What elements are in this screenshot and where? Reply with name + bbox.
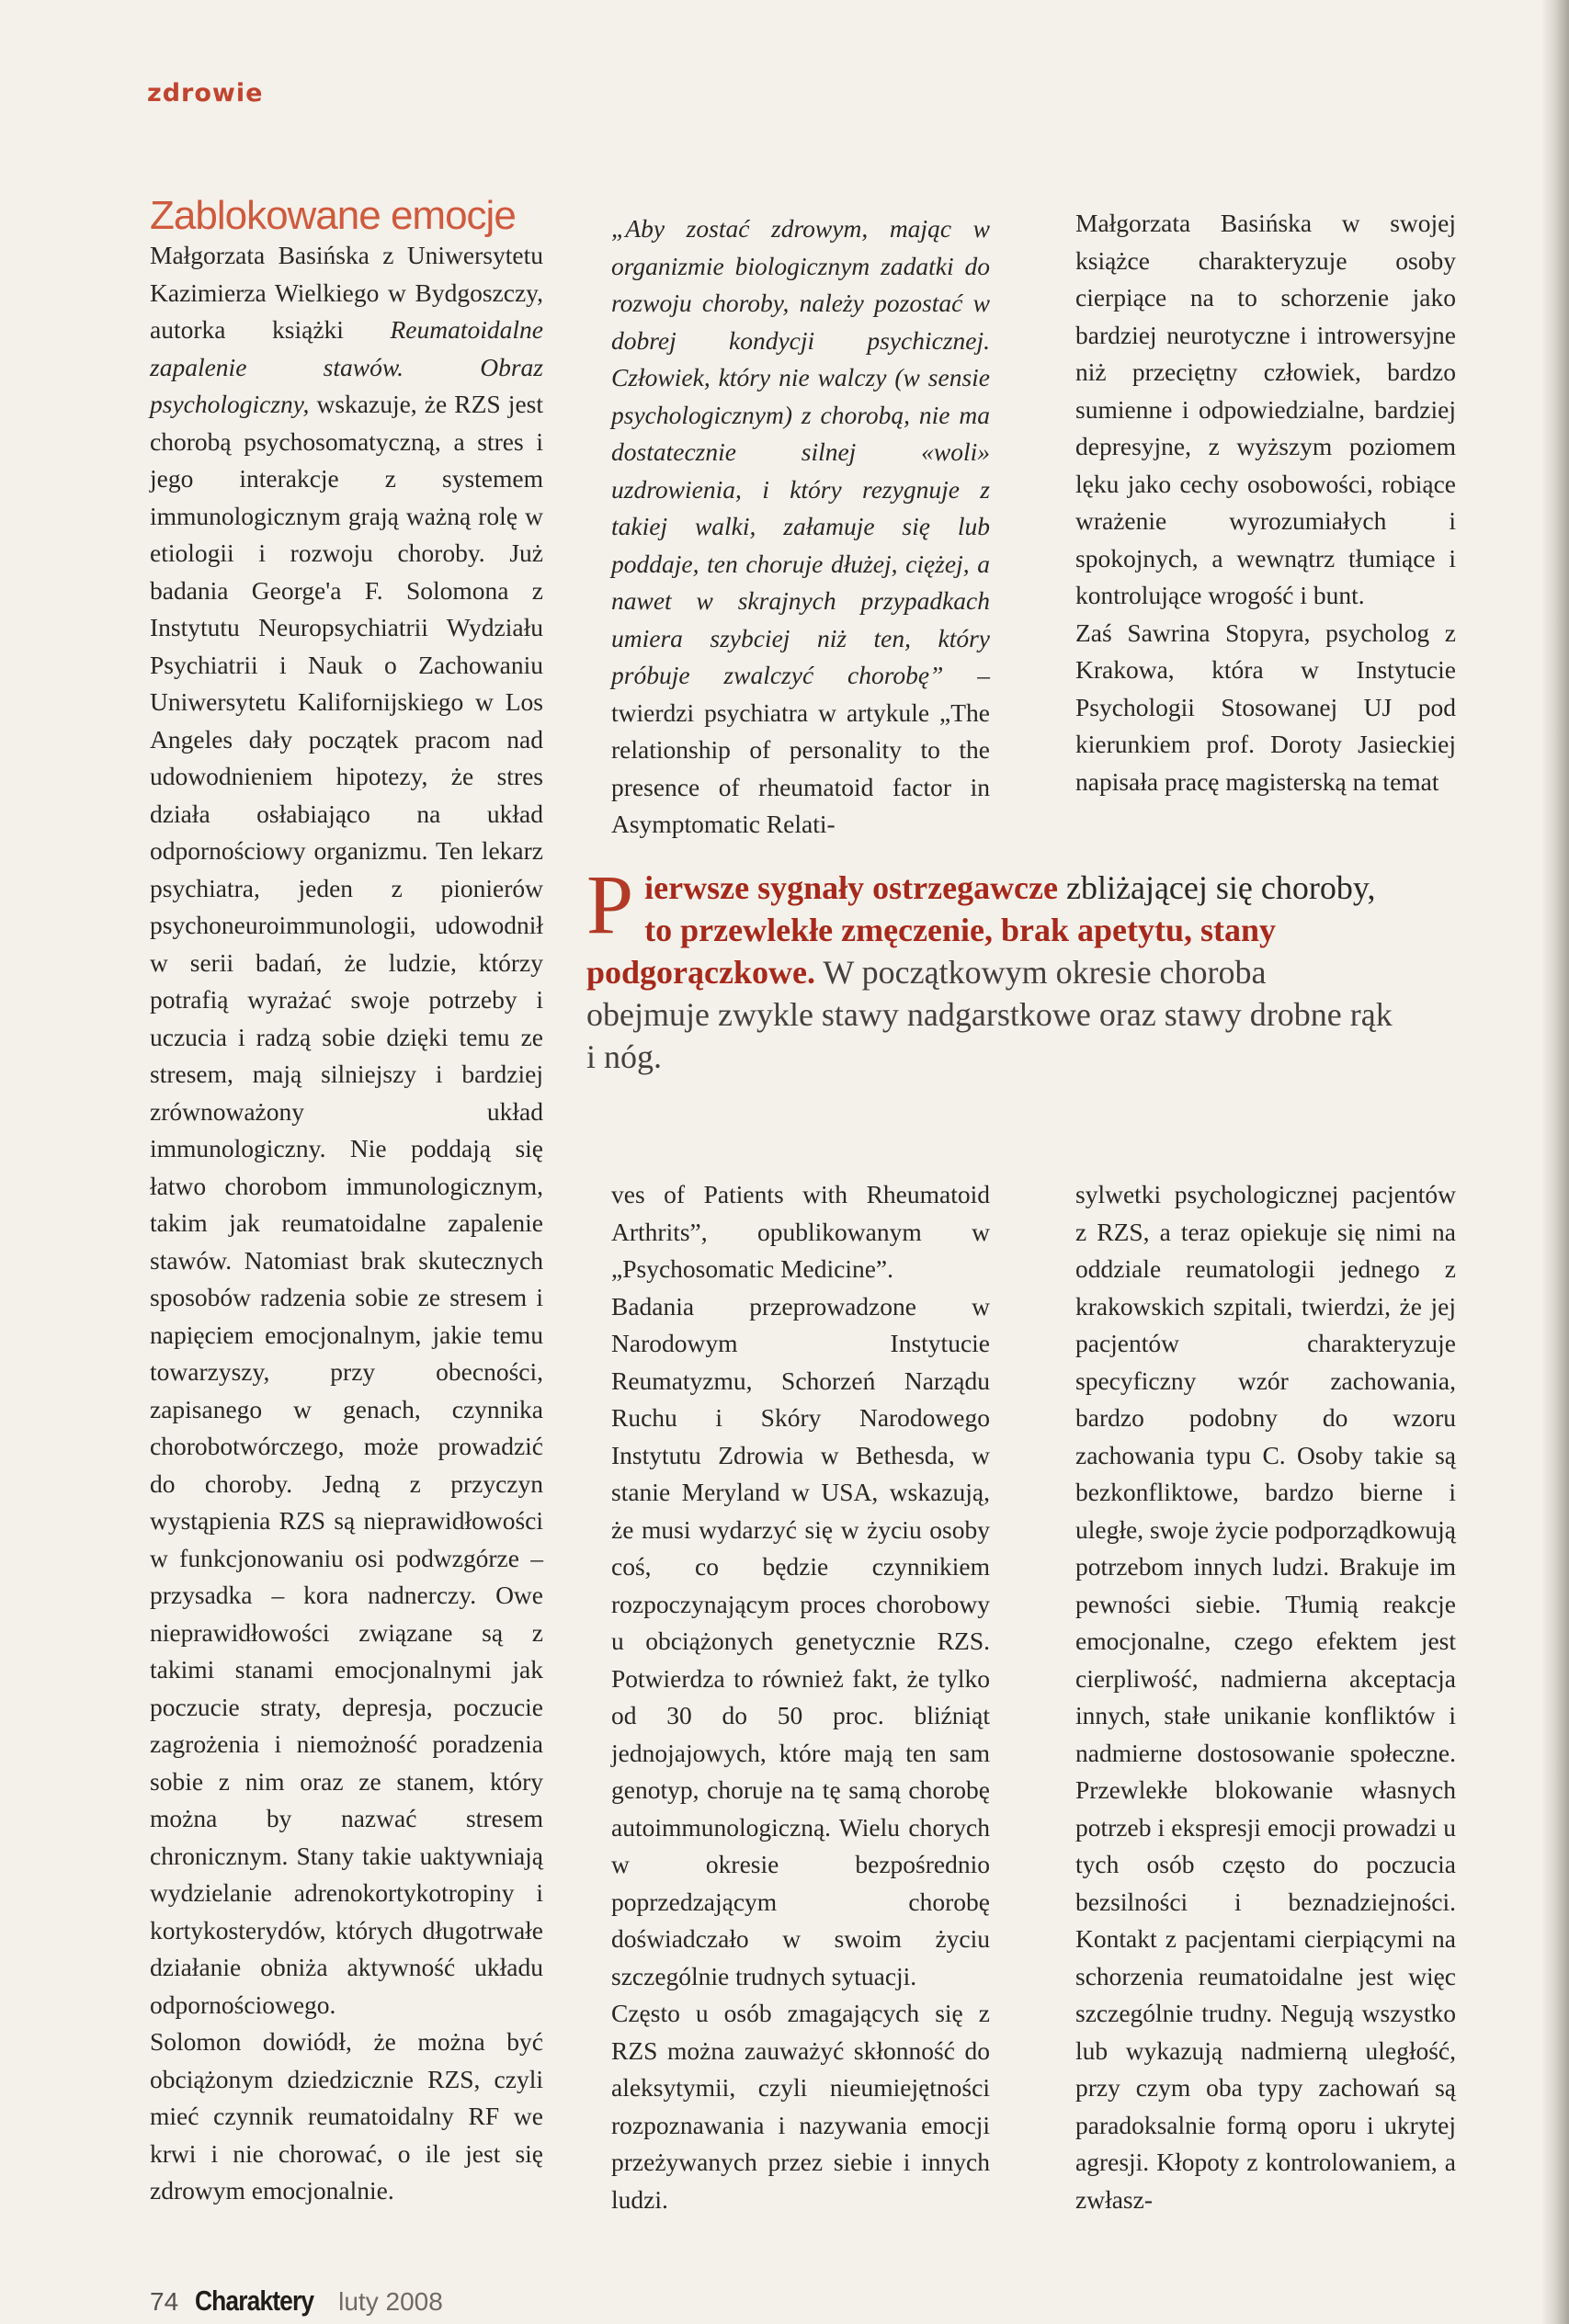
paragraph: Solomon dowiódł, że można być obciążonym dziedzicznie RZS, czyli mieć czynnik reumatoidalny RF we krwi i nie chorować, o ile jest się zdrowym emocjonalnie.: [150, 2027, 543, 2205]
text-span: – twierdzi psychiatra w artykule „The relationship of personality to the presence of rheumatoid factor in Asymptomatic Relati-: [611, 661, 990, 838]
column-1: [150, 193, 543, 2210]
paragraph: Często u osób zmagających się z RZS można zauważyć skłonność do aleksytymii, czyli nieumiejętności rozpoznawania i nazywania emocji przeżywanych przez siebie i innych ludzi.: [611, 1999, 990, 2214]
section-label: zdrowie: [147, 79, 264, 108]
pull-quote: [586, 857, 1395, 1078]
text-span: wskazuje, że RZS jest chorobą psychosomatyczną, a stres i jego interakcje z systemem immunologicznym grają ważną rolę w etiologii i rozwoju choroby. Już badania George'a F. Solomona z Instytutu Neuropsychiatrii Wydziału Psychiatrii i Nauk o Zachowaniu Uniwersytetu Kalifornijskiego w Los Angeles dały początek pracom nad udowodnieniem hipotezy, że stres działa osłabiająco na układ odpornościowy organizmu. Ten lekarz psychiatra, jeden z pionierów psychoneuroimmunologii, udowodnił w serii badań, że ludzie, którzy potrafią wyrażać swoje potrzeby i uczucia i radzą sobie dzięki temu ze stresem, mają silniejszy i bardziej zrównoważony układ immunologiczny. Nie poddają się łatwo chorobom immunologicznym, takim jak reumatoidalne zapalenie stawów. Natomiast brak skutecznych sposobów radzenia sobie ze stresem i napięciem emocjonalnym, jakie temu towarzyszy, przy obecności, zapisanego w genach, czynnika chorobotwórczego, może prowadzić do choroby. Jedną z przyczyn wystąpienia RZS są nieprawidłowości w funkcjonowaniu osi podwzgórze – przysadka – kora nadnerczy. Owe nieprawidłowości związane są z takimi stanami emocjonalnymi jak poczucie straty, depresja, poczucie zagrożenia i niemożność poradzenia sobie z nim oraz ze stanem, który można by nazwać stresem chronicznym. Stany takie uaktywniają wydzielanie adrenokortykotropiny i kortykosterydów, których długotrwałe działanie obniża aktywność układu odpornościowego.: [150, 390, 543, 2019]
magazine-logo: Charaktery: [195, 2284, 314, 2317]
column-2-bottom: [611, 1176, 990, 2218]
paragraph: Małgorzata Basińska w swojej książce charakteryzuje osoby cierpiące na to schorzenie jako bardziej neurotyczne i introwersyjne niż przeciętny człowiek, bardzo sumienne i odpowiedzialne, bardziej depresyjne, z wyższym poziomem lęku jako cechy osobowości, robiące wrażenie wyrozumiałych i spokojnych, a wewnątrz tłumiące i kontrolujące wrogość i bunt.: [1075, 209, 1456, 609]
page-number: 74: [150, 2287, 179, 2316]
column-3-top: [1075, 205, 1456, 800]
issue-date: luty 2008: [338, 2287, 443, 2316]
paragraph: ves of Patients with Rheumatoid Arthrits”, opublikowanym w „Psychosomatic Medicine”.: [611, 1180, 990, 1283]
book-title: Reumatoidalne zapalenie stawów. Obraz psychologiczny,: [150, 315, 543, 418]
pull-quote-highlight: to przewlekłe zmęczenie, brak apetytu, stany podgorączkowe.: [586, 912, 1277, 991]
quote: „Aby zostać zdrowym, mając w organizmie biologicznym zadatki do rozwoju choroby, należy pozostać w dobrej kondycji psychicznej. Człowiek, który nie walczy (w sensie psychologicznym) z chorobą, nie ma dostatecznie silnej «woli» uzdrowienia, i który rezygnuje z takiej walki, załamuje się lub poddaje, ten choruje dłużej, ciężej, a nawet w skrajnych przypadkach umiera szybciej niż ten, który próbuje zwalczyć chorobę”: [611, 214, 990, 689]
text-span: Małgorzata Basińska z Uniwersytetu Kazimierza Wielkiego w Bydgoszczy, autorka książki: [150, 241, 543, 344]
page-binding-shadow: [1541, 0, 1569, 2324]
page-footer: [150, 2284, 443, 2318]
paragraph: [611, 210, 990, 844]
pull-quote-text: W początkowym okresie choroba obejmuje zwykle stawy nadgarstkowe oraz stawy drobne rąk i nóg.: [586, 954, 1393, 1075]
article-heading: Zablokowane emocje: [150, 193, 516, 238]
paragraph: [150, 237, 543, 2024]
pull-quote-highlight: ierwsze sygnały ostrzegawcze: [644, 869, 1058, 906]
paragraph: sylwetki psychologicznej pacjentów z RZS, a teraz opiekuje się nimi na oddziale reumatologii jednego z krakowskich szpitali, twierdzi, że jej pacjentów charakteryzuje specyficzny wzór zachowania, bardzo podobny do wzoru zachowania typu C. Osoby takie są bezkonfliktowe, bardzo bierne i uległe, swoje życie podporządkowują potrzebom innych ludzi. Brakuje im pewności siebie. Tłumią reakcje emocjonalne, czego efektem jest cierpliwość, nadmierna akceptacja innych, stałe unikanie konfliktów i nadmierne dostosowanie społeczne. Przewlekłe blokowanie własnych potrzeb i ekspresji emocji prowadzi u tych osób często do poczucia bezsilności i beznadziejności. Kontakt z pacjentami cierpiącymi na schorzenia reumatoidalne jest więc szczególnie trudny. Negują wszystko lub wykazują nadmierną uległość, przy czym oba typy zachowań są paradoksalnie formą oporu i ukrytej agresji. Kłopoty z kontrolowaniem, a zwłasz-: [1075, 1180, 1456, 2214]
column-2-top: [611, 210, 990, 844]
pull-quote-text: zbliżającej się choroby,: [1058, 869, 1376, 906]
drop-cap: P: [586, 857, 634, 951]
paragraph: Badania przeprowadzone w Narodowym Instytucie Reumatyzmu, Schorzeń Narządu Ruchu i Skóry Narodowego Instytutu Zdrowia w Bethesda, w stanie Meryland w USA, wskazują, że musi wydarzyć się w życiu osoby coś, co będzie czynnikiem rozpoczynającym proces chorobowy u obciążonych genetycznie RZS. Potwierdza to również fakt, że tylko od 30 do 50 proc. bliźniąt jednojajowych, które mają ten sam genotyp, choruje na tę samą chorobę autoimmunologiczną. Wielu chorych w okresie bezpośrednio poprzedzającym chorobę doświadczało w swoim życiu szczególnie trudnych sytuacji.: [611, 1291, 990, 1990]
paragraph: Zaś Sawrina Stopyra, psycholog z Krakowa, która w Instytucie Psychologii Stosowanej UJ pod kierunkiem prof. Doroty Jasieckiej napisała pracę magisterską na temat: [1075, 618, 1456, 796]
column-3-bottom: [1075, 1176, 1456, 2218]
